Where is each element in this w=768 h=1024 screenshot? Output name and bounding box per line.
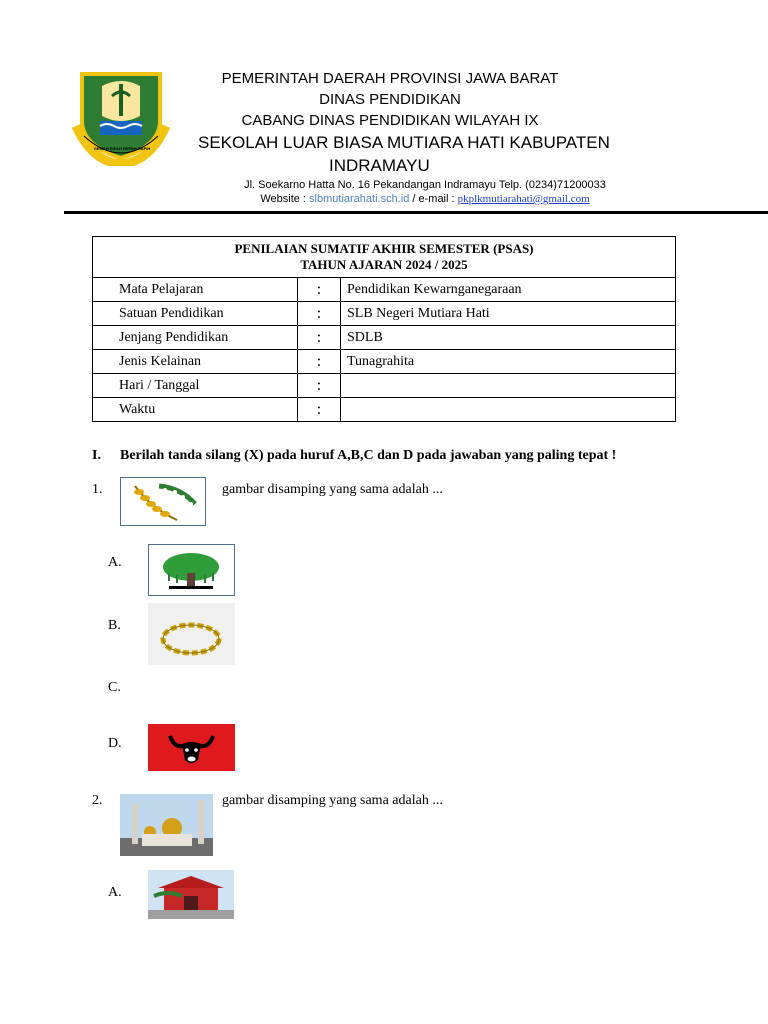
- banyan-tree-icon: [149, 545, 234, 595]
- exam-info-table: [92, 236, 676, 422]
- shield-icon: [72, 66, 170, 166]
- question-1-number: 1.: [92, 482, 103, 497]
- row-colon: :: [298, 326, 341, 350]
- option-d[interactable]: D.: [108, 736, 122, 751]
- row-value: SLB Negeri Mutiara Hati: [341, 302, 676, 326]
- option-b[interactable]: B.: [108, 618, 121, 633]
- header-branch: CABANG DINAS PENDIDIKAN WILAYAH IX: [241, 112, 539, 129]
- row-label: Satuan Pendidikan: [93, 302, 298, 326]
- table-row: [93, 302, 676, 326]
- option-d-image: [148, 724, 235, 771]
- chain-icon: [148, 603, 235, 665]
- email-link[interactable]: pkplkmutiarahati@gmail.com: [457, 193, 590, 205]
- table-title: [93, 237, 676, 278]
- question-1-image: [120, 477, 206, 526]
- option-b-image: [148, 603, 235, 665]
- option-a-image: [148, 870, 234, 919]
- instruction-number: I.: [92, 448, 101, 463]
- header-divider: [64, 211, 768, 214]
- website-link[interactable]: slbmutiarahati.sch.id: [309, 193, 410, 205]
- temple-icon: [148, 870, 234, 919]
- table-title-row: [93, 237, 676, 278]
- province-logo: [72, 66, 170, 166]
- question-1-text: gambar disamping yang sama adalah ...: [222, 482, 443, 497]
- logo-motto: GEMAH RIPAH REPEH RAPIH: [93, 146, 151, 151]
- rice-cotton-icon: [121, 478, 205, 525]
- bull-head-icon: [148, 724, 235, 771]
- row-label: Waktu: [93, 398, 298, 422]
- table-row: [93, 374, 676, 398]
- header-government: PEMERINTAH DAERAH PROVINSI JAWA BARAT: [221, 70, 559, 87]
- row-label: Mata Pelajaran: [93, 278, 298, 302]
- row-label: Jenjang Pendidikan: [93, 326, 298, 350]
- question-2-text: gambar disamping yang sama adalah ...: [222, 793, 443, 808]
- option-a-image: [148, 544, 235, 596]
- header-school: SEKOLAH LUAR BIASA MUTIARA HATI KABUPATEN: [198, 133, 610, 152]
- row-label: Jenis Kelainan: [93, 350, 298, 374]
- header-regency: INDRAMAYU: [329, 156, 430, 175]
- row-colon: :: [298, 398, 341, 422]
- row-colon: :: [298, 302, 341, 326]
- website-label: Website :: [260, 193, 310, 205]
- academic-year: TAHUN AJARAN 2024 / 2025: [300, 257, 468, 272]
- exam-title: PENILAIAN SUMATIF AKHIR SEMESTER (PSAS): [234, 241, 534, 256]
- header-department: DINAS PENDIDIKAN: [319, 91, 461, 108]
- option-a[interactable]: A.: [108, 885, 122, 900]
- option-c[interactable]: C.: [108, 680, 121, 695]
- mosque-icon: [120, 794, 213, 856]
- question-2-number: 2.: [92, 793, 103, 808]
- row-colon: :: [298, 350, 341, 374]
- contact-line: [200, 193, 650, 205]
- table-row: [93, 398, 676, 422]
- row-value: SDLB: [341, 326, 676, 350]
- table-row: [93, 350, 676, 374]
- row-colon: :: [298, 278, 341, 302]
- email-label: / e-mail :: [409, 193, 458, 205]
- instruction-text: Berilah tanda silang (X) pada huruf A,B,C dan D pada jawaban yang paling tepat !: [120, 448, 617, 463]
- row-value: [341, 398, 676, 422]
- option-a[interactable]: A.: [108, 555, 122, 570]
- row-colon: :: [298, 374, 341, 398]
- row-value: Tunagrahita: [341, 350, 676, 374]
- row-value: [341, 374, 676, 398]
- row-value: Pendidikan Kewarnganegaraan: [341, 278, 676, 302]
- table-row: [93, 326, 676, 350]
- row-label: Hari / Tanggal: [93, 374, 298, 398]
- question-2-image: [120, 794, 213, 856]
- table-row: [93, 278, 676, 302]
- school-address: Jl. Soekarno Hatta No. 16 Pekandangan Indramayu Telp. (0234)71200033: [244, 179, 606, 191]
